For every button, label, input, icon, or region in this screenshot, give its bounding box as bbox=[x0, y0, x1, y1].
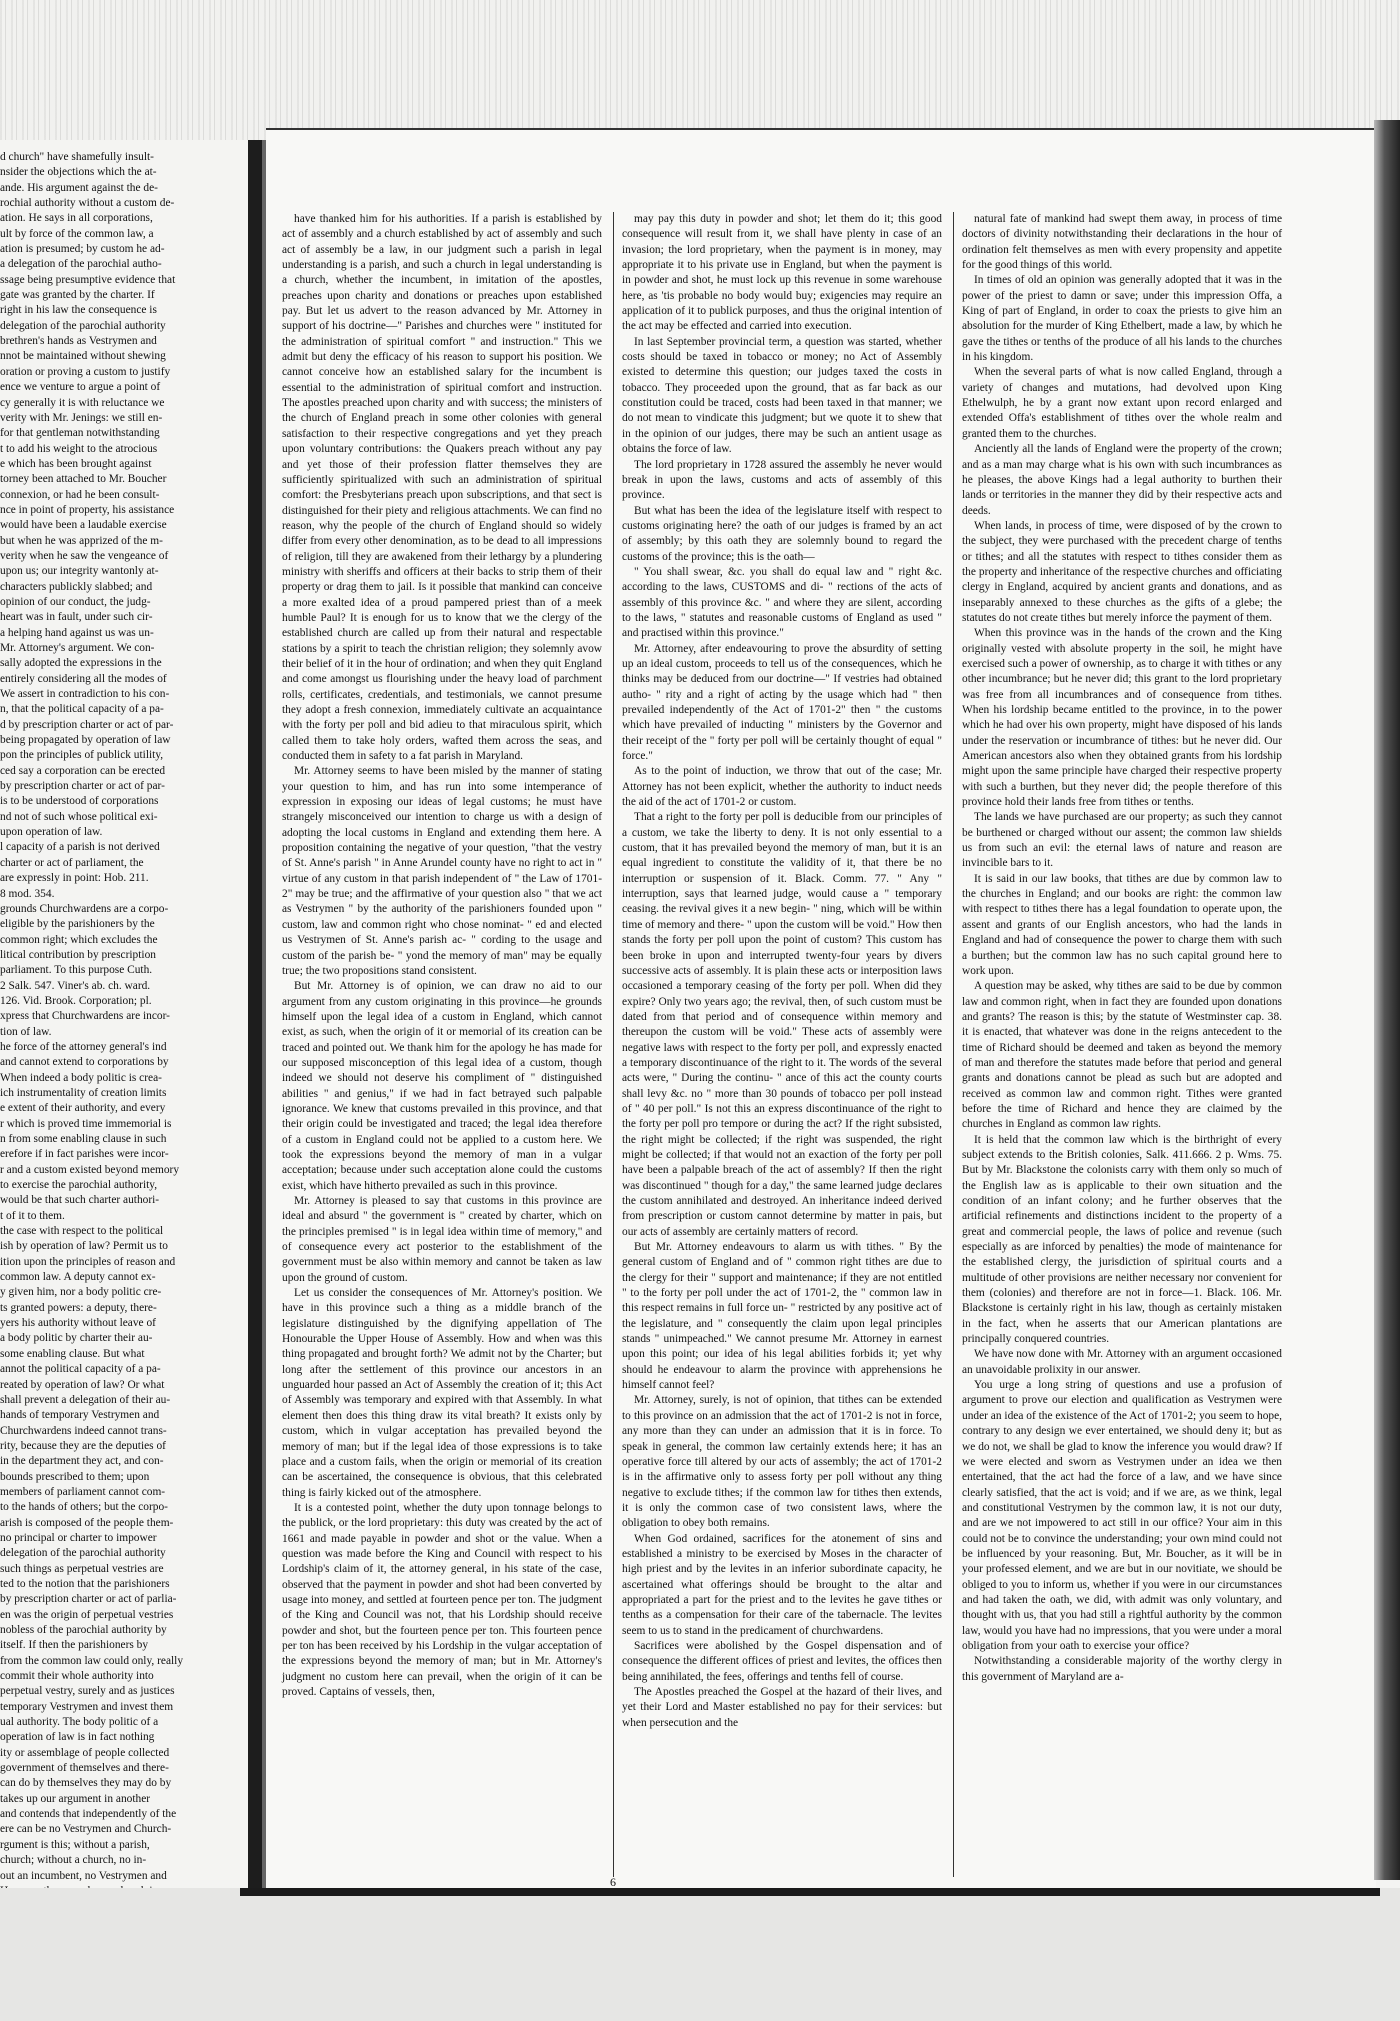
left-page-line: and contends that independently of the bbox=[0, 1808, 177, 1821]
left-page-line: gate was granted by the charter. If bbox=[0, 289, 155, 302]
left-page-line: ence we venture to argue a point of bbox=[0, 381, 161, 394]
paragraph: Mr. Attorney is pleased to say that customs in this province are ideal and absurd " the government is " created by charter, which on the principles premised " is in legal idea within time of memory," and of consequence every act posterior to the establishment of the government must be also within memory and cannot be taken as law upon the ground of custom. bbox=[282, 1195, 602, 1284]
left-page-line: commit their whole authority into bbox=[0, 1670, 154, 1683]
left-page-line: connexion, or had he been consult- bbox=[0, 488, 160, 501]
left-page-line: verity when he saw the vengeance of bbox=[0, 549, 169, 562]
left-page-line: hands of temporary Vestrymen and bbox=[0, 1409, 160, 1422]
paragraph: It is a contested point, whether the duty upon tonnage belongs to the publick, or the lord proprietary: this duty was created by the act of 1661 and made payable in powder and shot or the value. When a question was made before the King and Council with respect to his Lordship's claim of it, the attorney general, in his state of the case, observed that the payment in powder and shot had been converted by usage into money, and settled at fourteen pence per ton. The judgment of the King and Council was not, that his Lordship should receive powder and shot, but the fourteen pence per ton. This fourteen pence per ton has been received by his Lordship in the vulgar acceptation of the expressions beyond the memory of man; but in Mr. Attorney's judgment no custom here can prevail, when the origin of it can be proved. Captains of vessels, then, bbox=[282, 1501, 602, 1698]
left-page-line: for that gentleman notwithstanding bbox=[0, 427, 160, 440]
left-page-line: d by prescription charter or act of par- bbox=[0, 718, 174, 731]
scan-noise-band bbox=[0, 0, 1400, 140]
left-page-line: being propagated by operation of law bbox=[0, 734, 171, 747]
left-page-line: t to add his weight to the atrocious bbox=[0, 442, 158, 455]
paragraph: have thanked him for his authorities. If a parish is established by act of assembly and a church established by act of assembly and such act of assembly be a law, in our judgment such a parish in legal understanding is a parish, and such a church in legal understanding is a church, whether the incumbent, in imitation of the apostles, preaches upon charity and donations or preaches upon established pay. But let us advert to the reason advanced by Mr. Attorney in support of his doctrine—" Parishes and churches were " instituted for the administration of spiritual comfort " and instruction." This we admit but deny the efficacy of his reason to support his position. We cannot conceive how an established salary for the incumbent is essential to the administration of spiritual comfort and instruction. The apostles preached upon charity and with success; the ministers of the church of England preach in some other colonies with general satisfaction to their respective congregations and yet they preach upon voluntary contributions: the Quakers preach without any pay and yet those of their profession flatter themselves they are sufficiently spiritualized with such an administration of spiritual comfort: the Presbyterians preach upon subscriptions, and that sect is distinguished for their piety and religious attachments. We can find no reason, why the people of the church of England should so widely differ from every other denomination, as to be dead to all impressions of religion, till they are awakened from their lethargy by a plundering ministry with sheriffs and officers at their backs to strip them of their property or drag them to jail. Is it possible that mankind can conceive a more exalted idea of a proud pampered priest than of a meek humble Paul? It is enough for us to know that we the clergy of the established church are called up from their natural and respectable stations by a spirit to teach the christian religion; they solemnly avow their belief of it in the hour of ordination; and when they quit England and come amongst us flourishing under the heavy load of parchment rolls, certificates, credentials, and testimonials, we cannot presume they adopt a fresh connexion, immediately cultivate an acquaintance with the forty per poll and bid adieu to that miraculous spirit, which called them to take holy orders, wafted them across the seas, and conducted them in safety to a fat parish in Maryland. bbox=[282, 213, 602, 763]
left-page-line: temporary Vestrymen and invest them bbox=[0, 1700, 174, 1713]
left-page-line: right in his law the consequence is bbox=[0, 304, 157, 317]
left-page-line: xpress that Churchwardens are incor- bbox=[0, 1010, 170, 1023]
left-page-line: ish by operation of law? Permit us to bbox=[0, 1240, 168, 1253]
left-page-line: t of it to them. bbox=[0, 1209, 65, 1222]
left-page-line: ity or assemblage of people collected bbox=[0, 1746, 170, 1759]
left-page-line: pon the principles of publick utility, bbox=[0, 749, 164, 762]
left-page-line: entirely considering all the modes of bbox=[0, 672, 167, 685]
left-page-line: shall prevent a delegation of their au- bbox=[0, 1393, 171, 1406]
left-page-line: erefore if in fact parishes were incor- bbox=[0, 1148, 169, 1161]
paragraph: Sacrifices were abolished by the Gospel dispensation and of consequence the different offices of priest and levites, the offices then being annihilated, the fees, offerings and tenths fell of course. bbox=[622, 1639, 942, 1683]
paragraph: Mr. Attorney, after endeavouring to prove the absurdity of setting up an ideal custom, proceeds to tell us of the consequences, which he thinks may be deduced from our doctrine—" If vestries had obtained autho- " rity and a right of acting by the usage which had " then prevailed independently of the Act of 1701-2" then " the customs which have prevailed of inducting " ministers by the Governor and their receipt of the " forty per poll will be certainly thought of equal " force." bbox=[622, 642, 942, 763]
paragraph: Mr. Attorney seems to have been misled by the manner of stating your question to him, and has run into some intemperance of expression in exposing our ideas of legal customs; he must have strangely misconceived our intention to charge us with a design of adopting the local customs in England and extending them here. A proposition containing the negative of your question, "that the vestry of St. Anne's parish " in Anne Arundel county have no right to act in " virtue of any custom in that parish independent of " the Law of 1701-2" may be true; and the affirmative of your question also " that we act as Vestrymen " by the authority of the parishioners founded upon " custom, law and common right who chose nominat- " ed and elected us Vestrymen of St. Anne's parish ac- " cording to the usage and custom of the parish be- " yond the memory of man" may be equally true; the two propositions stand consistent. bbox=[282, 765, 602, 977]
left-page-line: torney been attached to Mr. Boucher bbox=[0, 473, 167, 486]
paragraph: As to the point of induction, we throw that out of the case; Mr. Attorney has not been explicit, whether the authority to induct needs the aid of the act of 1701-2 or custom. bbox=[622, 765, 942, 809]
left-page-line: operation of law is in fact nothing bbox=[0, 1731, 155, 1744]
paragraph: When lands, in process of time, were disposed of by the crown to the subject, they were purchased with the precedent charge of tenths or tithes; and all the statutes with respect to tithes consider them as the property and inheritance of the respective churches and officiating clergy in England, acquired by ancient grants and donations, and as inseparably annexed to these churches as the gifts of a glebe; the statutes do not create tithes but merely inforce the payment of them. bbox=[962, 519, 1282, 624]
paragraph: " You shall swear, &c. you shall do equal law and " right &c. according to the laws, CUSTOMS and di- " rections of the acts of assembly of this province &c. " and where they are silent, according to the laws, " statutes and reasonable customs of England as used " and practised within this province." bbox=[622, 565, 942, 640]
left-page-line: church; without a church, no in- bbox=[0, 1854, 147, 1867]
left-page-line: upon us; our integrity wantonly at- bbox=[0, 565, 159, 578]
left-page-line: is to be understood of corporations bbox=[0, 795, 159, 808]
left-page-line: ts granted powers: a deputy, there- bbox=[0, 1301, 157, 1314]
left-page-line: would be that such charter authori- bbox=[0, 1194, 160, 1207]
left-page-line: e extent of their authority, and every bbox=[0, 1102, 166, 1115]
text-column-2 bbox=[622, 212, 942, 1882]
left-page-line: litical contribution by prescription bbox=[0, 948, 156, 961]
left-page-line: rity, because they are the deputies of bbox=[0, 1439, 166, 1452]
paragraph: When the several parts of what is now called England, through a variety of changes and mutations, had devolved upon King Ethelwulph, he by a grant now extant upon record enlarged and extended Offa's establishment of tithes over the whole realm and granted them to the churches. bbox=[962, 366, 1282, 440]
paragraph: may pay this duty in powder and shot; let them do it; this good consequence will result from it, we shall have plenty in case of an invasion; the lord proprietary, when the payment is in money, may appropriate it to his private use in England, but when the payment is in powder and shot, he must lock up this revenue in some warehouse here, as 'tis probable no body would buy; exigencies may require an application of it to publick purposes, and thus the original intention of the act may be effected and carried into execution. bbox=[622, 213, 942, 333]
left-page-fragment bbox=[0, 150, 250, 1880]
left-page-line: arish is composed of the people them- bbox=[0, 1516, 174, 1529]
paragraph: In last September provincial term, a question was started, whether costs should be taxed in tobacco or money; no Act of Assembly existed to determine this question; our judges taxed the costs in tobacco. They proceeded upon the ground, that as far back as our constitution could be traced, costs had been taxed in that manner; we do not mean to vindicate this judgment; but we quote it to shew that in the opinion of our judges, there may be such an antient usage as obtains the force of law. bbox=[622, 335, 942, 456]
left-page-line: rgument is this; without a parish, bbox=[0, 1838, 150, 1851]
left-page-line: ition upon the principles of reason and bbox=[0, 1255, 176, 1268]
left-page-line: delegation of the parochial authority bbox=[0, 1547, 166, 1560]
left-page-line: sally adopted the expressions in the bbox=[0, 657, 162, 670]
text-column-1 bbox=[282, 212, 602, 1882]
left-page-line: opinion of our conduct, the judg- bbox=[0, 595, 151, 608]
book-gutter bbox=[248, 140, 262, 1900]
left-page-line: in the department they act, and con- bbox=[0, 1455, 164, 1468]
left-page-line: brethren's hands as Vestrymen and bbox=[0, 335, 157, 348]
left-page-line: reated by operation of law? Or what bbox=[0, 1378, 165, 1391]
paragraph: The Apostles preached the Gospel at the hazard of their lives, and yet their Lord and Master established no pay for their services: but when persecution and the bbox=[622, 1686, 942, 1729]
left-page-line: nobless of the parochial authority by bbox=[0, 1624, 167, 1636]
scan-bottom-margin bbox=[0, 1888, 1400, 2021]
column-rule bbox=[613, 212, 614, 1877]
left-page-line: y given him, nor a body politic cre- bbox=[0, 1286, 162, 1299]
left-page-line: upon operation of law. bbox=[0, 826, 103, 839]
left-page-line: verity with Mr. Jenings: we still en- bbox=[0, 411, 163, 424]
left-page-line: ced say a corporation can be erected bbox=[0, 764, 166, 777]
paragraph: In times of old an opinion was generally adopted that it was in the power of the priest to damn or save; under this impression Offa, a King of part of England, in order to coax the priests to give him an absolution for the murder of King Ethelbert, made a law, by which he gave the tithes or tenths of the produce of all his lands to the churches in his kingdom. bbox=[962, 274, 1282, 364]
left-page-line: We assert in contradiction to his con- bbox=[0, 688, 170, 701]
left-page-line: r and a custom existed beyond memory bbox=[0, 1163, 180, 1176]
paragraph: Anciently all the lands of England were the property of the crown; and as a man may charge what is his own with such incumbrances as he pleases, the above Kings had a legal authority to burthen their lands or territories in the manner they did by their respective acts and deeds. bbox=[962, 443, 1282, 517]
paragraph: The lands we have purchased are our property; as such they cannot be burthened or charged without our assent; the common law shields us from such an evil: the eternal laws of nature and reason are invincible bars to it. bbox=[962, 811, 1282, 870]
left-page-line: parliament. To this purpose Cuth. bbox=[0, 964, 153, 977]
left-page-line: n from some enabling clause in such bbox=[0, 1133, 167, 1145]
left-page-line: eligible by the parishioners by the bbox=[0, 918, 155, 931]
left-page-line: yers his authority without leave of bbox=[0, 1317, 156, 1330]
page-number: 6 bbox=[610, 1875, 616, 1889]
left-page-line: r which is proved time immemorial is bbox=[0, 1117, 172, 1130]
left-page-line: cy generally it is with reluctance we bbox=[0, 396, 165, 409]
left-page-line: a helping hand against us was un- bbox=[0, 626, 154, 639]
left-page-line: charter or act of parliament, the bbox=[0, 856, 144, 869]
page-edge-shadow bbox=[1374, 120, 1400, 1880]
left-page-line: ere can be no Vestrymen and Church- bbox=[0, 1823, 172, 1836]
left-page-line: 2 Salk. 547. Viner's ab. ch. ward. bbox=[0, 979, 151, 992]
left-page-line: characters publickly slabbed; and bbox=[0, 580, 153, 593]
left-page-line: can do by themselves they may do by bbox=[0, 1777, 172, 1790]
left-page-line: ted to the notion that the parishioners bbox=[0, 1577, 170, 1590]
left-page-line: annot the political capacity of a pa- bbox=[0, 1363, 161, 1376]
left-page-line: a body politic by charter their au- bbox=[0, 1332, 153, 1345]
left-page-line: ich instrumentality of creation limits bbox=[0, 1086, 167, 1099]
paragraph: But Mr. Attorney is of opinion, we can draw no aid to our argument from any custom originating in this province—he grounds himself upon the legal idea of a custom in England, which cannot exist, as such, when the origin of it or memorial of its creation can be traced and pointed out. We thank him for the apology he has made for our supposed misconception of this legal idea of a custom, though indeed we should not deserve his compliment of " distinguished abilities " and genius," if we had in fact betrayed such palpable ignorance. We knew that customs prevailed in this province, and that their origin could be investigated and traced; the legal idea therefore of a custom in England could not be applied to a custom here. We took the expressions beyond the memory of man in a vulgar acceptation; because under such acceptation alone could the customs exist, which have hitherto prevailed as such in this province. bbox=[282, 980, 602, 1192]
left-page-line: n, that the political capacity of a pa- bbox=[0, 703, 164, 716]
paragraph: natural fate of mankind had swept them away, in process of time doctors of divinity notwithstanding their declarations in the hour of ordination felt themselves as men with every propensity and appetite for the good things of this world. bbox=[962, 213, 1282, 272]
left-page-line: 126. Vid. Brook. Corporation; pl. bbox=[0, 994, 152, 1007]
paragraph: A question may be asked, why tithes are said to be due by common law and common right, when in fact they are founded upon donations and grants? The reason is this; by the statute of Westminster cap. 38. it is enacted, that whatever was done in the reigns antecedent to the time of Richard should be deemed and taken as beyond the memory of man and therefore the statutes made before that period and general grants and donations cannot be plead as such but are adopted and received as common law and common right. Tithes were granted before the time of Richard and hence they are claimed by the churches in England as common law rights. bbox=[962, 980, 1282, 1131]
paragraph: Let us consider the consequences of Mr. Attorney's position. We have in this province such a thing as a middle branch of the legislature distinguished by the dignifying appellation of The Honourable the Upper House of Assembly. How and when was this thing propagated and brought forth? We admit not by the Charter; but long after the settlement of this province our ancestors in an unguarded hour passed an Act of Assembly the creation of it; this Act of Assembly was temporary and expired with that Assembly. In what element then does this thing draw its vital breath? It exists only by custom, which in vulgar acceptation has prevailed beyond the memory of man; but if the legal idea of those expressions is to take place and a custom fails, when the origin or memorial of its creation can be ascertained, the consequence is obvious, that this celebrated thing is fairly kicked out of the atmosphere. bbox=[282, 1287, 602, 1499]
left-page-line: and cannot extend to corporations by bbox=[0, 1056, 169, 1069]
paragraph: The lord proprietary in 1728 assured the assembly he never would break in upon the laws, customs and acts of assembly of this province. bbox=[622, 458, 942, 502]
paragraph: We have now done with Mr. Attorney with an argument occasioned an unavoidable prolixity in our answer. bbox=[962, 1348, 1282, 1376]
left-page-line: by prescription charter or act of parlia- bbox=[0, 1593, 177, 1606]
paragraph: When this province was in the hands of the crown and the King originally vested with absolute property in the soil, he might have exercised such a power of ownership, as to charge it with tithes or any other incumbrance; but he never did; this grant to the lord proprietary was free from all incumbrances and of consequence from tithes. When his lordship became entitled to the province, in to the power which he had over his own property, might have disposed of his lands under the reservation or incumbrance of tithes: but he never did. Our American ancestors also when they obtained grants from his lordship might upon the same principle have charged their respective property with such a burthen, but they never did; the people therefore of this province hold their lands free from tithes or tenths. bbox=[962, 627, 1282, 809]
left-page-line: to the hands of others; but the corpo- bbox=[0, 1501, 168, 1514]
left-page-line: nsider the objections which the at- bbox=[0, 166, 157, 179]
paragraph: Mr. Attorney, surely, is not of opinion, that tithes can be extended to this province on an admission that the act of 1701-2 is not in force, any more than they can under an admission that it is in force. To speak in general, the common law certainly extends here; it has an operative force till altered by our acts of assembly; the act of 1701-2 is in the affirmative only to assess forty per poll without any thing negative to exclude tithes; if the common law for tithes then extends, it is only the common case of two consistent laws, where the obligation to obey both remains. bbox=[622, 1394, 942, 1530]
left-page-line: takes up our argument in another bbox=[0, 1792, 151, 1805]
left-page-line: grounds Churchwardens are a corpo- bbox=[0, 902, 169, 915]
left-page-line: by prescription charter or act of par- bbox=[0, 780, 165, 793]
paragraph: But Mr. Attorney endeavours to alarm us with tithes. " By the general custom of England and of " common right tithes are due to the clergy for their " support and maintenance; if they are not entitled " to the forty per poll under the act of 1701-2, the " common law in this respect remains in full force un- " restricted by any positive act of the legislature, and " consequently the claim upon legal principles stands " unimpeached." We cannot presume Mr. Attorney in earnest upon this point; our idea of his legal abilities forbids it; yet why should he endeavour to alarm the province with apprehensions he himself cannot feel? bbox=[622, 1241, 942, 1392]
left-page-line: nce in point of property, his assistance bbox=[0, 503, 175, 516]
left-page-line: out an incumbent, no Vestrymen and bbox=[0, 1869, 167, 1882]
left-page-line: no principal or charter to impower bbox=[0, 1531, 157, 1544]
left-page-line: delegation of the parochial authority bbox=[0, 319, 166, 332]
page-bottom-edge bbox=[240, 1888, 1380, 1896]
left-page-line: to exercise the parochial authority, bbox=[0, 1179, 158, 1192]
left-page-line: oration or proving a custom to justify bbox=[0, 365, 171, 378]
left-page-line: 8 mod. 354. bbox=[0, 887, 55, 900]
text-column-3 bbox=[962, 212, 1282, 1882]
left-page-line: tion of law. bbox=[0, 1025, 52, 1038]
left-page-line: Mr. Attorney's argument. We con- bbox=[0, 642, 155, 654]
left-page-line: perpetual vestry, surely and as justices bbox=[0, 1685, 175, 1698]
left-page-line: e which has been brought against bbox=[0, 457, 152, 470]
left-page-line: en was the origin of perpetual vestries bbox=[0, 1608, 174, 1621]
left-page-line: he force of the attorney general's ind bbox=[0, 1040, 167, 1053]
left-page-line: the case with respect to the political bbox=[0, 1225, 164, 1238]
left-page-line: itself. If then the parishioners by bbox=[0, 1639, 149, 1652]
paragraph: Notwithstanding a considerable majority of the worthy clergy in this government of Maryland are a- bbox=[962, 1655, 1282, 1683]
left-page-line: ual authority. The body politic of a bbox=[0, 1716, 159, 1729]
left-page-line: bounds prescribed to them; upon bbox=[0, 1470, 150, 1483]
left-page-line: heart was in fault, under such cir- bbox=[0, 611, 153, 624]
paragraph: You urge a long string of questions and use a profusion of argument to prove our election and qualification as Vestrymen were under an idea of the existence of the Act of 1701-2; you seem to hope, contrary to any design we ever entertained, we should deny it; but as we do not, we shall be glad to know the inference you would draw? If we were elected and sworn as Vestrymen under an idea we then entertained, that the act had the force of a law, and we have since clearly satisfied, that the act is void; and if we are, as we think, legal and constitutional Vestrymen by the common law, it is not our duty, and are we not impowered to act still in our office? Your aim in this could not be to convince the understanding; your own mind could not be influenced by your reasoning. But, Mr. Boucher, as it will be in your professed element, and we are but in our novitiate, we should be obliged to you to inform us, whether if you were in our circumstances and had taken the oath, we did, with admit was only voluntary, and thought with us, that you had still a rightful authority by the common law, would you have had no impressions, that you were under a moral obligation from your oath to exercise your office? bbox=[962, 1379, 1282, 1652]
left-page-line: l capacity of a parish is not derived bbox=[0, 841, 160, 854]
paragraph: But what has been the idea of the legislature itself with respect to customs originating here? the oath of our judges is framed by an act of assembly; by this oath they are solemnly bound to regard the customs of the province; this is the oath— bbox=[622, 504, 942, 563]
left-page-line: such things as perpetual vestries are bbox=[0, 1562, 164, 1575]
paragraph: That a right to the forty per poll is deducible from our principles of a custom, we take the liberty to deny. It is not only essential to a custom, that it has prevailed beyond the memory of man, but it is an equal ingredient to constitute the validity of it, that there be no interruption or suspension of it. Black. Comm. 77. " Any " interruption, says that learned judge, would cause a " temporary ceasing. the revival gives it a new begin- " ning, which will be within time of memory and there- " upon the custom will be void." How then stands the forty per poll upon the point of custom? This custom has been broke in upon and interrupted twenty-four years by divers successive acts of assembly. It is plain these acts or interposition laws occasioned a temporary ceasing of the forty per poll. When did they expire? Only two years ago; the revival, then, of such custom must be dated from that period and of consequence within memory and thereupon the custom will be void." These acts of assembly were negative laws with respect to the forty per poll, and expressly enacted a temporary discontinuance of the right to it. The words of the several acts were, " During the continu- " ance of this act the county courts shall levy &c. no " more than 30 pounds of tobacco per poll instead of " 40 per poll." Is not this an express discontinuance of the right to the forty per poll pro tempore or during the act? If the right subsisted, the right might be collected; if the right was suspended, the right might be collected; if that would not an exaction of the forty per poll have been a palpable breach of the act of assembly? If then the right was discontinued " though for a day," the same learned judge declares the custom annihilated and destroyed. An inheritance indeed derived from prescription or custom cannot determine by matter in pais, but our acts of assembly are certainly matters of record. bbox=[622, 811, 942, 1238]
left-page-line: government of themselves and there- bbox=[0, 1762, 169, 1775]
left-page-line: members of parliament cannot com- bbox=[0, 1485, 166, 1498]
left-page-line: When indeed a body politic is crea- bbox=[0, 1071, 162, 1084]
column-rule bbox=[953, 212, 954, 1877]
left-page-line: some enabling clause. But what bbox=[0, 1347, 145, 1360]
left-page-line: Churchwardens indeed cannot trans- bbox=[0, 1424, 167, 1437]
left-page-line: ssage being presumptive evidence that bbox=[0, 273, 176, 286]
paragraph: When God ordained, sacrifices for the atonement of sins and established a ministry to be exercised by Moses in the character of high priest and by the levites in an inferior subordinate capacity, he ascertained what offerings should be brought to the altar and appropriated a part for the priest and to the levites he gave tithes or tenths as a compensation for their care of the tabernacle. The levites seem to us to stand in the predicament of churchwardens. bbox=[622, 1532, 942, 1637]
left-page-line: ande. His argument against the de- bbox=[0, 181, 158, 194]
left-page-column bbox=[0, 150, 250, 1930]
left-page-line: are expressly in point: Hob. 211. bbox=[0, 872, 149, 885]
left-page-line: ation is presumed; by custom he ad- bbox=[0, 243, 165, 256]
left-page-line: rochial authority without a custom de- bbox=[0, 197, 175, 210]
left-page-line: common law. A deputy cannot ex- bbox=[0, 1271, 156, 1284]
left-page-line: d church" have shamefully insult- bbox=[0, 151, 154, 163]
left-page-line: would have been a laudable exercise bbox=[0, 519, 167, 532]
left-page-line: nnot be maintained without shewing bbox=[0, 350, 166, 363]
paragraph: It is held that the common law which is the birthright of every subject extends to the British colonies, Salk. 411.666. 2 p. Wms. 75. But by Mr. Blackstone the colonists carry with them only so much of the English law as is applicable to their own situation and the condition of an infant colony; and he further observes that the artificial refinements and distinctions incident to the property of a great and commercial people, the laws of police and revenue (such especially as are inforced by penalties) the mode of maintenance for the established clergy, the jurisdiction of spiritual courts and a multitude of other provisions are neither necessary nor convenient for them (colonies) and therefore are not in force—1. Black. 106. Mr. Blackstone is certainly right in his law, though as certainly mistaken in the fact, when he asserts that our American plantations are principally conquered countries. bbox=[962, 1133, 1282, 1346]
right-page bbox=[266, 128, 1376, 1890]
left-page-line: but when he was apprized of the m- bbox=[0, 534, 163, 547]
left-page-line: ation. He says in all corporations, bbox=[0, 212, 153, 225]
paragraph: It is said in our law books, that tithes are due by common law to the churches in England; and our books are right: the common law with respect to tithes there has a legal foundation to operate upon, the assent and grants of our English ancestors, who had the lands in England and had of consequence the power to charge them with such a burthen; but the common law has no such capital ground here to work upon. bbox=[962, 872, 1282, 977]
left-page-line: ult by force of the common law, a bbox=[0, 227, 154, 240]
left-page-line: from the common law could only, really bbox=[0, 1654, 184, 1667]
left-page-line: a delegation of the parochial autho- bbox=[0, 258, 162, 271]
left-page-line: nd not of such whose political exi- bbox=[0, 810, 158, 823]
left-page-line: common right; which excludes the bbox=[0, 933, 158, 946]
